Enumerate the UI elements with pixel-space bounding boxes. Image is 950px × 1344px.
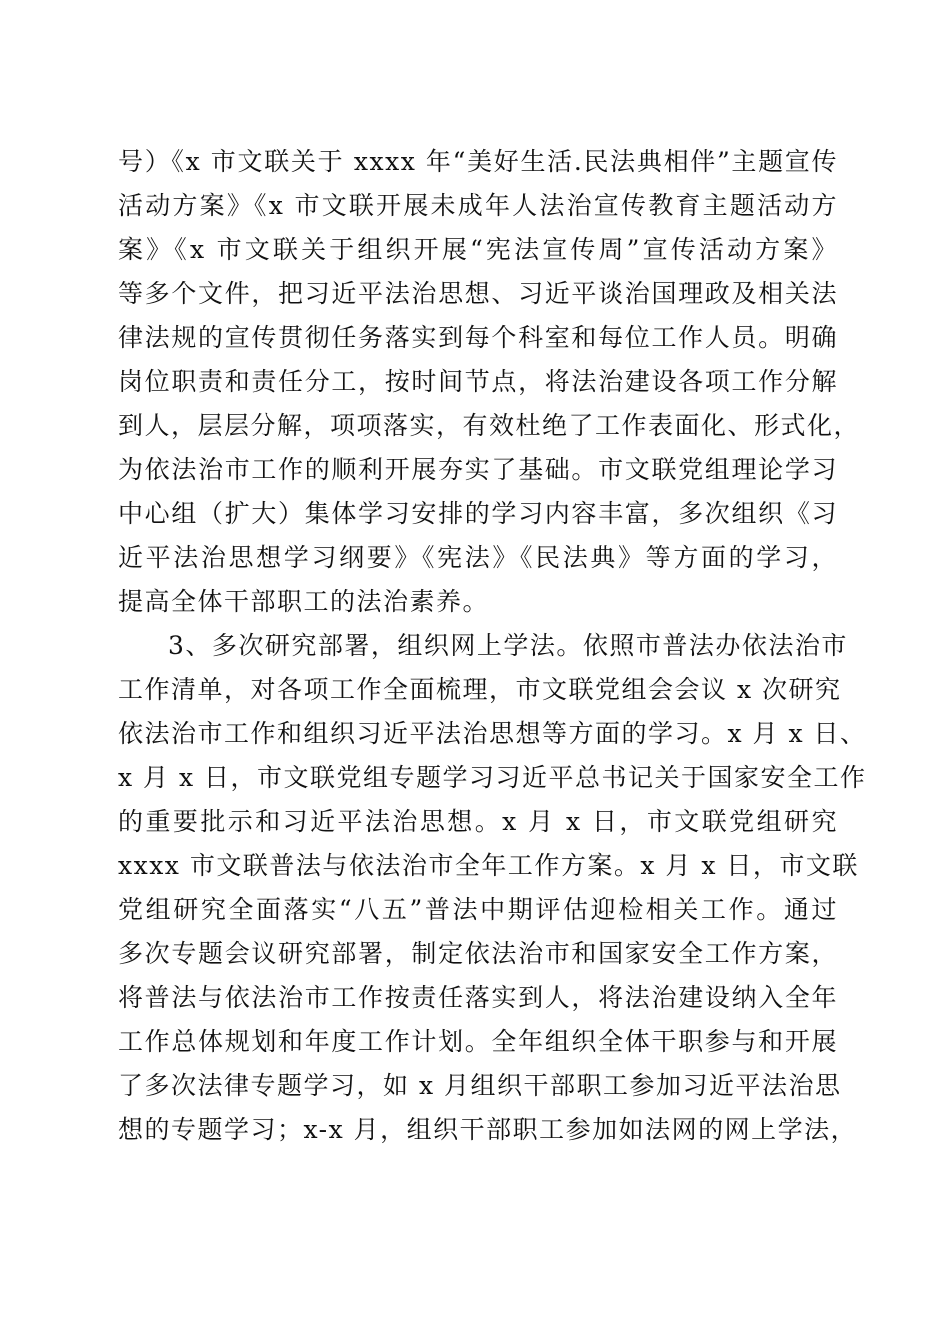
- text-line: 案》《x 市文联关于组织开展“宪法宣传周”宣传活动方案》: [118, 235, 838, 264]
- text-line: 到人，层层分解，项项落实，有效杜绝了工作表面化、形式化，: [118, 411, 861, 440]
- text-line: 依法治市工作和组织习近平法治思想等方面的学习。x 月 x 日、: [118, 719, 867, 748]
- text-line: 想的专题学习；x-x 月，组织干部职工参加如法网的网上学法，: [118, 1115, 858, 1144]
- text-line: 等多个文件，把习近平法治思想、习近平谈治国理政及相关法: [118, 279, 838, 308]
- text-line: 近平法治思想学习纲要》《宪法》《民法典》等方面的学习，: [118, 543, 838, 572]
- text-line: xxxx 市文联普法与依法治市全年工作方案。x 月 x 日，市文联: [118, 851, 859, 880]
- text-line: 提高全体干部职工的法治素养。: [118, 587, 490, 616]
- body-text: [118, 140, 867, 1152]
- text-line: 岗位职责和责任分工，按时间节点，将法治建设各项工作分解: [118, 367, 838, 396]
- text-line: 多次专题会议研究部署，制定依法治市和国家安全工作方案，: [118, 939, 838, 968]
- text-line: 将普法与依法治市工作按责任落实到人，将法治建设纳入全年: [118, 983, 838, 1012]
- text-line: 党组研究全面落实“八五”普法中期评估迎检相关工作。通过: [118, 895, 838, 924]
- text-line: 3、多次研究部署，组织网上学法。依照市普法办依法治市: [168, 631, 848, 660]
- text-line: 律法规的宣传贯彻任务落实到每个科室和每位工作人员。明确: [118, 323, 838, 352]
- paragraph-1: [118, 140, 861, 624]
- paragraph-2: [118, 624, 867, 1152]
- text-line: 为依法治市工作的顺利开展夯实了基础。市文联党组理论学习: [118, 455, 838, 484]
- text-line: 中心组（扩大）集体学习安排的学习内容丰富，多次组织《习: [118, 499, 838, 528]
- text-line: 号）《x 市文联关于 xxxx 年“美好生活.民法典相伴”主题宣传: [118, 147, 838, 176]
- text-line: 了多次法律专题学习，如 x 月组织干部职工参加习近平法治思: [118, 1071, 842, 1100]
- text-line: x 月 x 日，市文联党组专题学习习近平总书记关于国家安全工作: [118, 763, 867, 792]
- text-line: 活动方案》《x 市文联开展未成年人法治宣传教育主题活动方: [118, 191, 838, 220]
- text-line: 工作总体规划和年度工作计划。全年组织全体干职参与和开展: [118, 1027, 838, 1056]
- text-line: 的重要批示和习近平法治思想。x 月 x 日，市文联党组研究: [118, 807, 838, 836]
- text-line: 工作清单，对各项工作全面梳理，市文联党组会会议 x 次研究: [118, 675, 842, 704]
